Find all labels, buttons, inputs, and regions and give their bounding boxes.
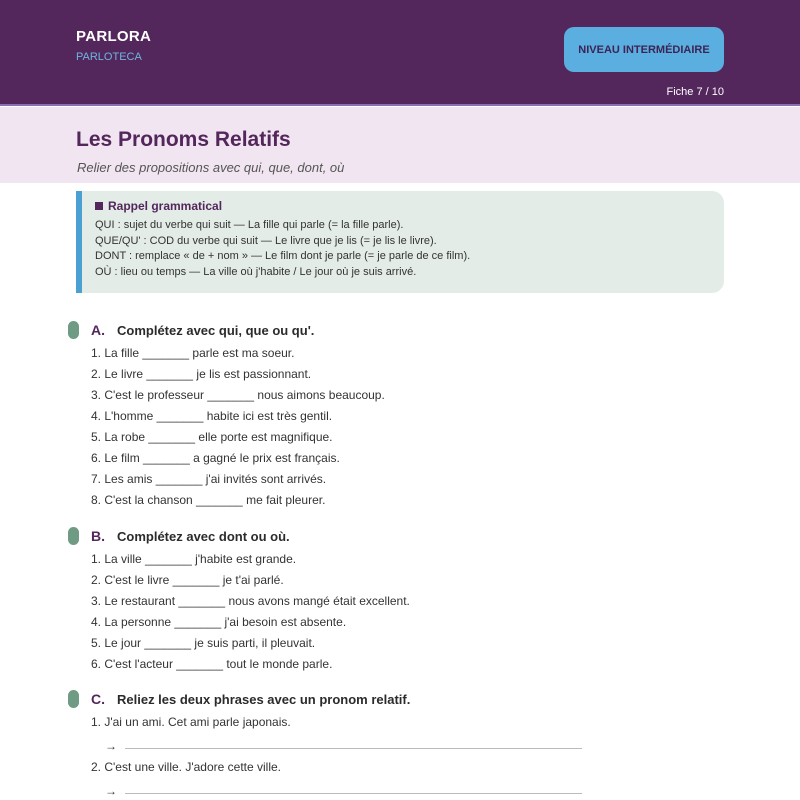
header-band [0,0,800,106]
section-letter: C. [91,691,105,707]
exercise-item: 6. C'est l'acteur _______ tout le monde parle. [91,657,333,671]
page-subtitle: Relier des propositions avec qui, que, dont, où [77,160,345,175]
brand-name: PARLORA [76,28,152,45]
exercise-item: 4. L'homme _______ habite ici est très gentil. [91,409,333,423]
exercise-item: 5. Le jour _______ je suis parti, il pleuvait. [91,636,316,650]
exercise-section-a [68,320,728,511]
reminder-line: QUE/QU' : COD du verbe qui suit — Le livre que je lis (= je lis le livre). [95,234,437,247]
page-title: Les Pronoms Relatifs [76,128,291,151]
section-title: Complétez avec dont ou où. [117,528,290,544]
page-number: Fiche 7 / 10 [666,86,724,98]
exercise-item: 2. C'est le livre _______ je t'ai parlé. [91,573,284,587]
exercise-item: 6. Le film _______ a gagné le prix est français. [91,451,340,465]
exercise-item: 4. La personne _______ j'ai besoin est absente. [91,615,347,629]
grammar-reminder-box [76,191,724,293]
square-bullet-icon [95,202,103,210]
exercise-list [91,712,728,798]
exercise-section-b [68,526,728,675]
brand-subtitle: PARLOTECA [76,51,142,63]
answer-line[interactable] [125,782,582,794]
section-title: Reliez les deux phrases avec un pronom relatif. [117,691,411,707]
arrow-right-icon: → [105,784,117,798]
exercise-item: 2. Le livre _______ je lis est passionnant. [91,367,312,381]
exercise-item: 3. C'est le professeur _______ nous aimons beaucoup. [91,388,385,402]
pill-marker-icon [68,321,79,339]
exercise-item: 7. Les amis _______ j'ai invités sont arrivés. [91,472,327,486]
answer-row [105,733,728,753]
exercise-list [91,343,728,511]
reminder-heading-row [95,199,724,213]
arrow-right-icon: → [105,739,117,753]
answer-row [105,778,728,798]
reminder-heading: Rappel grammatical [108,199,223,213]
section-header [68,689,728,709]
answer-line[interactable] [125,737,582,749]
reminder-line: OÙ : lieu ou temps — La ville où j'habite / Le jour où je suis arrivé. [95,265,417,278]
section-header [68,320,728,340]
reminder-line: DONT : remplace « de + nom » — Le film dont je parle (= je parle de ce film). [95,250,471,262]
section-header [68,526,728,546]
title-band [0,107,800,183]
section-letter: A. [91,322,105,338]
exercise-item: 1. La fille _______ parle est ma soeur. [91,346,295,360]
section-title: Complétez avec qui, que ou qu'. [117,322,315,338]
exercise-item: 2. C'est une ville. J'adore cette ville. [91,760,282,774]
exercise-item: 8. C'est la chanson _______ me fait pleurer. [91,493,326,507]
exercise-item: 3. Le restaurant _______ nous avons mangé était excellent. [91,594,410,608]
exercise-section-c [68,689,728,798]
exercise-item: 5. La robe _______ elle porte est magnifique. [91,430,333,444]
section-letter: B. [91,528,105,544]
exercise-item: 1. La ville _______ j'habite est grande. [91,552,297,566]
exercise-list [91,549,728,675]
exercise-item: 1. J'ai un ami. Cet ami parle japonais. [91,715,291,729]
reminder-line: QUI : sujet du verbe qui suit — La fille qui parle (= la fille parle). [95,219,404,231]
pill-marker-icon [68,527,79,545]
level-badge: NIVEAU INTERMÉDIAIRE [564,27,724,72]
pill-marker-icon [68,690,79,708]
